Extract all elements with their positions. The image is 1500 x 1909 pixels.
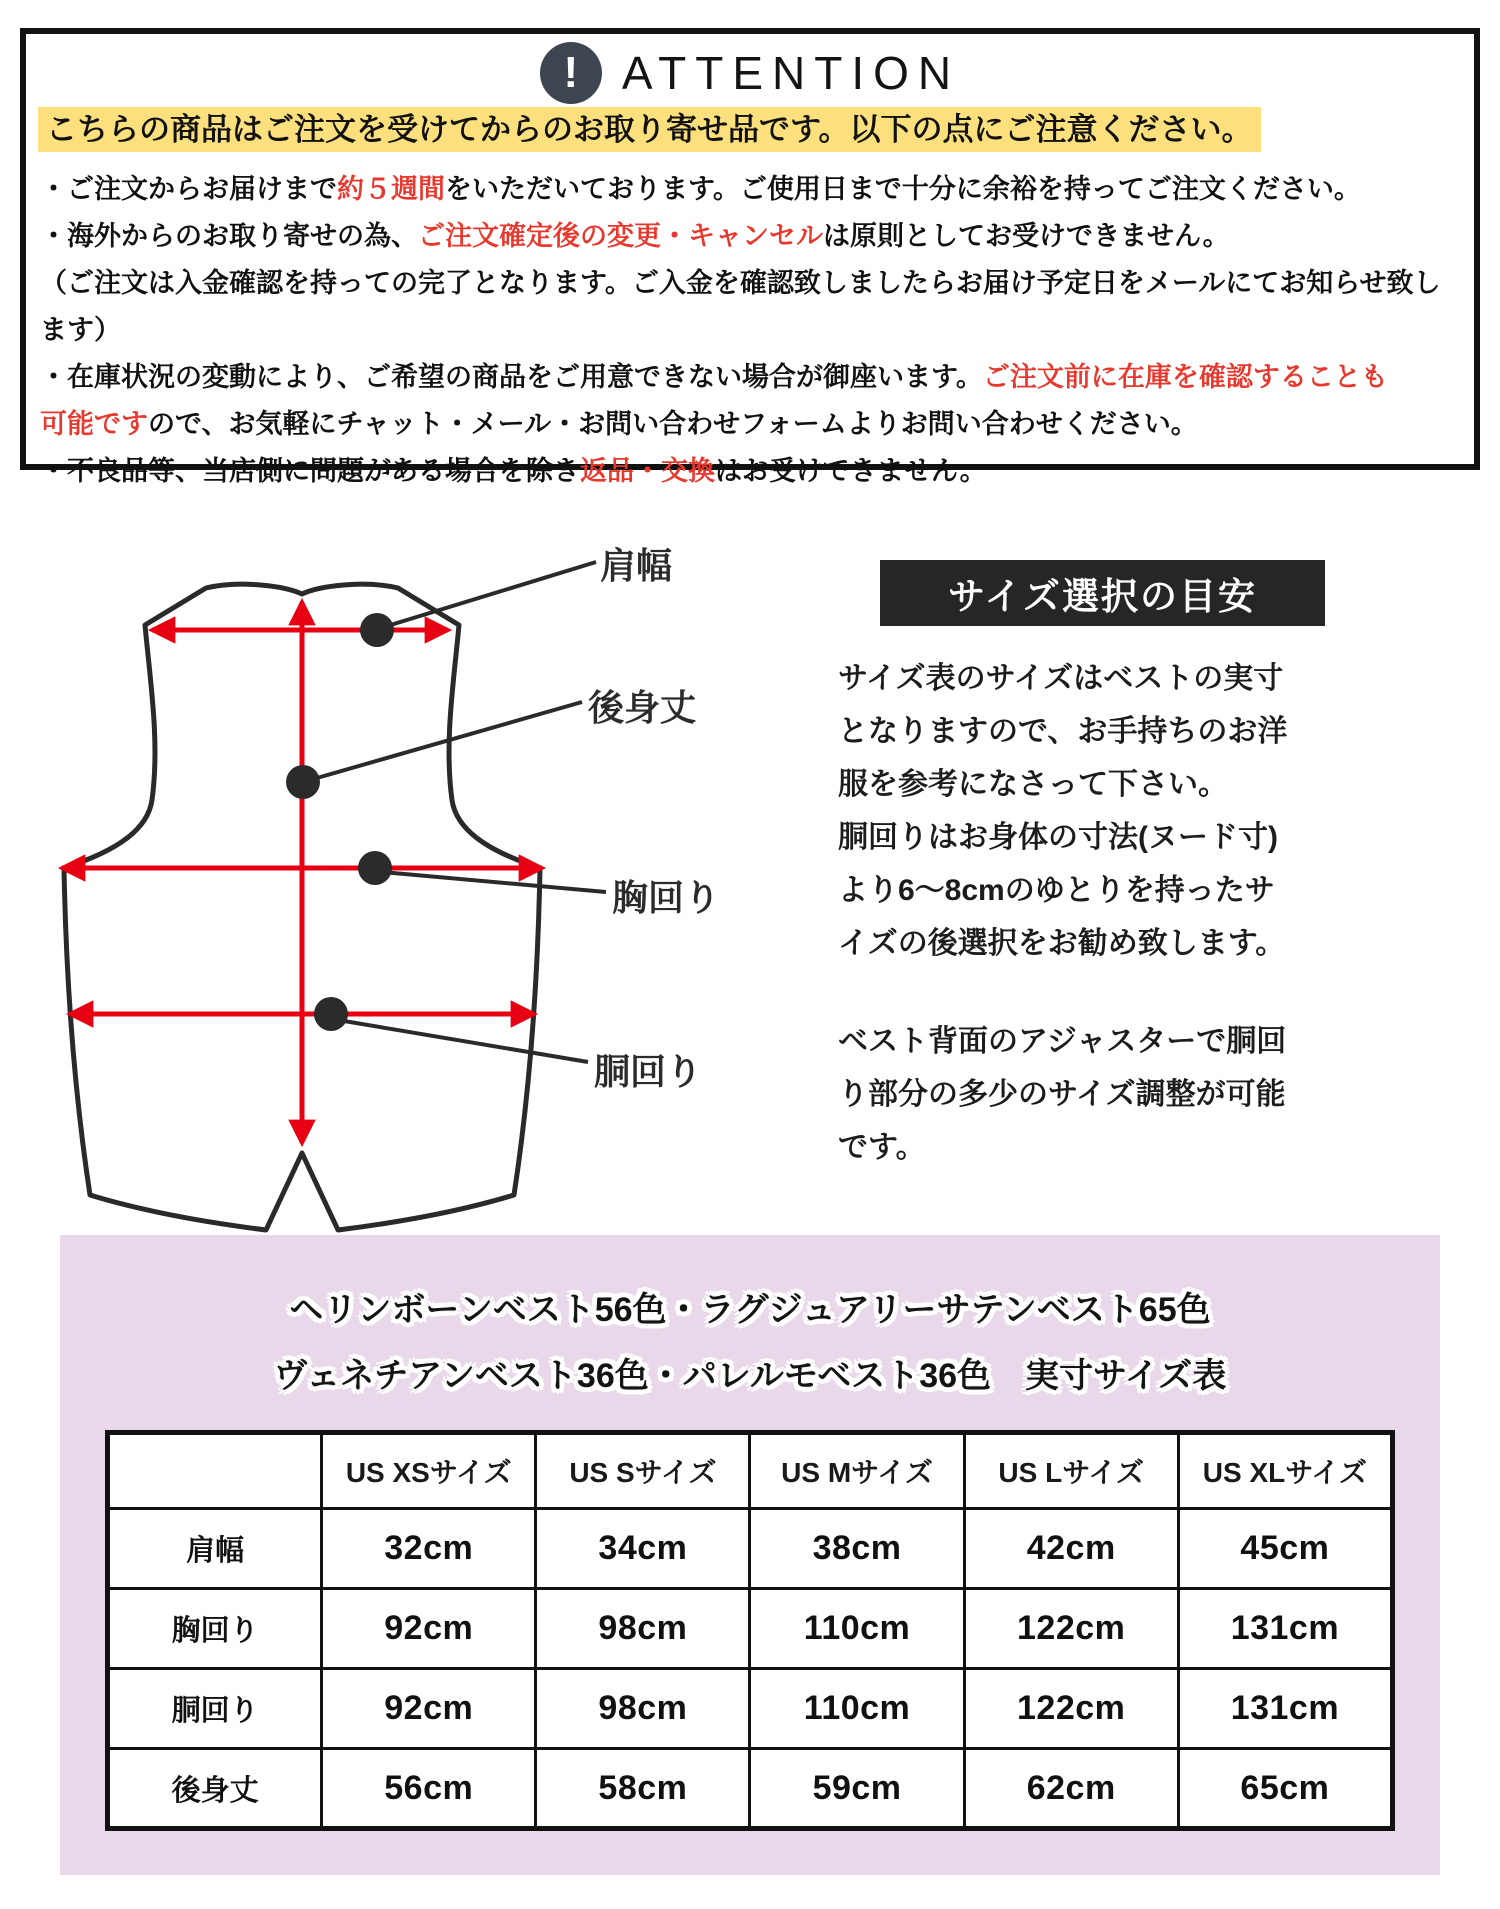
attention-lead-text: こちらの商品はご注文を受けてからのお取り寄せ品です。以下の点にご注意ください。 bbox=[38, 107, 1261, 152]
size-table-row-label: 胴回り bbox=[108, 1669, 322, 1749]
size-table-row bbox=[108, 1589, 1393, 1669]
size-table-row bbox=[108, 1509, 1393, 1589]
attention-note-line: ・不良品等、当店側に問題がある場合を除き返品・交換はお受けできません。 bbox=[40, 456, 987, 486]
measure-dot-chest bbox=[358, 851, 392, 885]
size-guide-text bbox=[838, 652, 1287, 1174]
size-table-column-header: US Sサイズ bbox=[536, 1433, 750, 1509]
size-table-value: 56cm bbox=[322, 1749, 536, 1829]
size-guide-paragraph: サイズ表のサイズはベストの実寸 となりますので、お手持ちのお洋 服を参考になさって下さい。 胴回りはお身体の寸法(ヌード寸) より6～8cmのゆとりを持ったサ イズの後選択をお勧め致します。 bbox=[838, 662, 1288, 960]
size-table-value: 92cm bbox=[322, 1589, 536, 1669]
size-table-value: 34cm bbox=[536, 1509, 750, 1589]
size-table-header-row bbox=[108, 1433, 1393, 1509]
pointer-line-shoulder bbox=[384, 562, 596, 627]
size-table-value: 45cm bbox=[1178, 1509, 1392, 1589]
label-waist: 胴回り bbox=[594, 1051, 703, 1092]
size-table-row-label: 肩幅 bbox=[108, 1509, 322, 1589]
size-table-head bbox=[108, 1433, 1393, 1509]
size-table-value: 110cm bbox=[750, 1589, 964, 1669]
size-table-value: 38cm bbox=[750, 1509, 964, 1589]
label-shoulder-width: 肩幅 bbox=[600, 545, 673, 586]
size-table-value: 32cm bbox=[322, 1509, 536, 1589]
attention-header bbox=[26, 42, 1474, 104]
size-table-value: 92cm bbox=[322, 1669, 536, 1749]
measure-dot-waist bbox=[314, 997, 348, 1031]
attention-note-line: ・海外からのお取り寄せの為、ご注文確定後の変更・キャンセルは原則としてお受けできません。 bbox=[40, 221, 1230, 251]
size-table-value: 131cm bbox=[1178, 1589, 1392, 1669]
size-table-value: 98cm bbox=[536, 1589, 750, 1669]
measure-dot-shoulder bbox=[360, 613, 394, 647]
size-table-value: 110cm bbox=[750, 1669, 964, 1749]
size-table-value: 58cm bbox=[536, 1749, 750, 1829]
size-table-value: 62cm bbox=[964, 1749, 1178, 1829]
size-table-value: 65cm bbox=[1178, 1749, 1392, 1829]
attention-notes bbox=[40, 166, 1464, 495]
size-guide-header: サイズ選択の目安 bbox=[880, 560, 1325, 626]
size-table bbox=[105, 1430, 1395, 1831]
attention-note-line: ・ご注文からお届けまで約５週間をいただいております。ご使用日まで十分に余裕を持ってご注文ください。 bbox=[40, 174, 1361, 204]
attention-note-line: 可能ですので、お気軽にチャット・メール・お問い合わせフォームよりお問い合わせください。 bbox=[40, 409, 1198, 439]
size-table-column-header: US XLサイズ bbox=[1178, 1433, 1392, 1509]
size-table-column-header: US Lサイズ bbox=[964, 1433, 1178, 1509]
attention-lead bbox=[38, 110, 1261, 150]
size-table-body bbox=[108, 1509, 1393, 1829]
attention-note-line: （ご注文は入金確認を持っての完了となります。ご入金を確認致しましたらお届け予定日をメールにてお知らせ致します） bbox=[40, 268, 1441, 345]
size-table-title-line1: ヘリンボーンベスト56色・ラグジュアリーサテンベスト65色 bbox=[289, 1291, 1211, 1329]
attention-note-line: ・在庫状況の変動により、ご希望の商品をご用意できない場合が御座います。ご注文前に在庫を確認することも bbox=[40, 362, 1388, 392]
size-table-value: 122cm bbox=[964, 1589, 1178, 1669]
size-table-value: 42cm bbox=[964, 1509, 1178, 1589]
measure-dot-back-length bbox=[286, 765, 320, 799]
attention-box bbox=[20, 28, 1480, 486]
size-table-value: 131cm bbox=[1178, 1669, 1392, 1749]
size-table-value: 122cm bbox=[964, 1669, 1178, 1749]
label-chest: 胸回り bbox=[612, 877, 721, 918]
exclamation-icon: ! bbox=[540, 42, 602, 104]
size-guide-paragraph: ベスト背面のアジャスターで胴回 り部分の多少のサイズ調整が可能 です。 bbox=[838, 1025, 1287, 1164]
size-table-row-label: 後身丈 bbox=[108, 1749, 322, 1829]
size-table-title-line2: ヴェネチアンベスト36色・パレルモベスト36色 実寸サイズ表 bbox=[273, 1357, 1227, 1395]
size-table-corner-cell bbox=[108, 1433, 322, 1509]
size-table-column-header: US XSサイズ bbox=[322, 1433, 536, 1509]
size-table-column-header: US Mサイズ bbox=[750, 1433, 964, 1509]
size-table-value: 59cm bbox=[750, 1749, 964, 1829]
size-table-row-label: 胸回り bbox=[108, 1589, 322, 1669]
size-table-row bbox=[108, 1749, 1393, 1829]
label-back-length: 後身丈 bbox=[588, 687, 697, 728]
size-table-row bbox=[108, 1669, 1393, 1749]
attention-title: ATTENTION bbox=[621, 47, 961, 99]
size-table-value: 98cm bbox=[536, 1669, 750, 1749]
